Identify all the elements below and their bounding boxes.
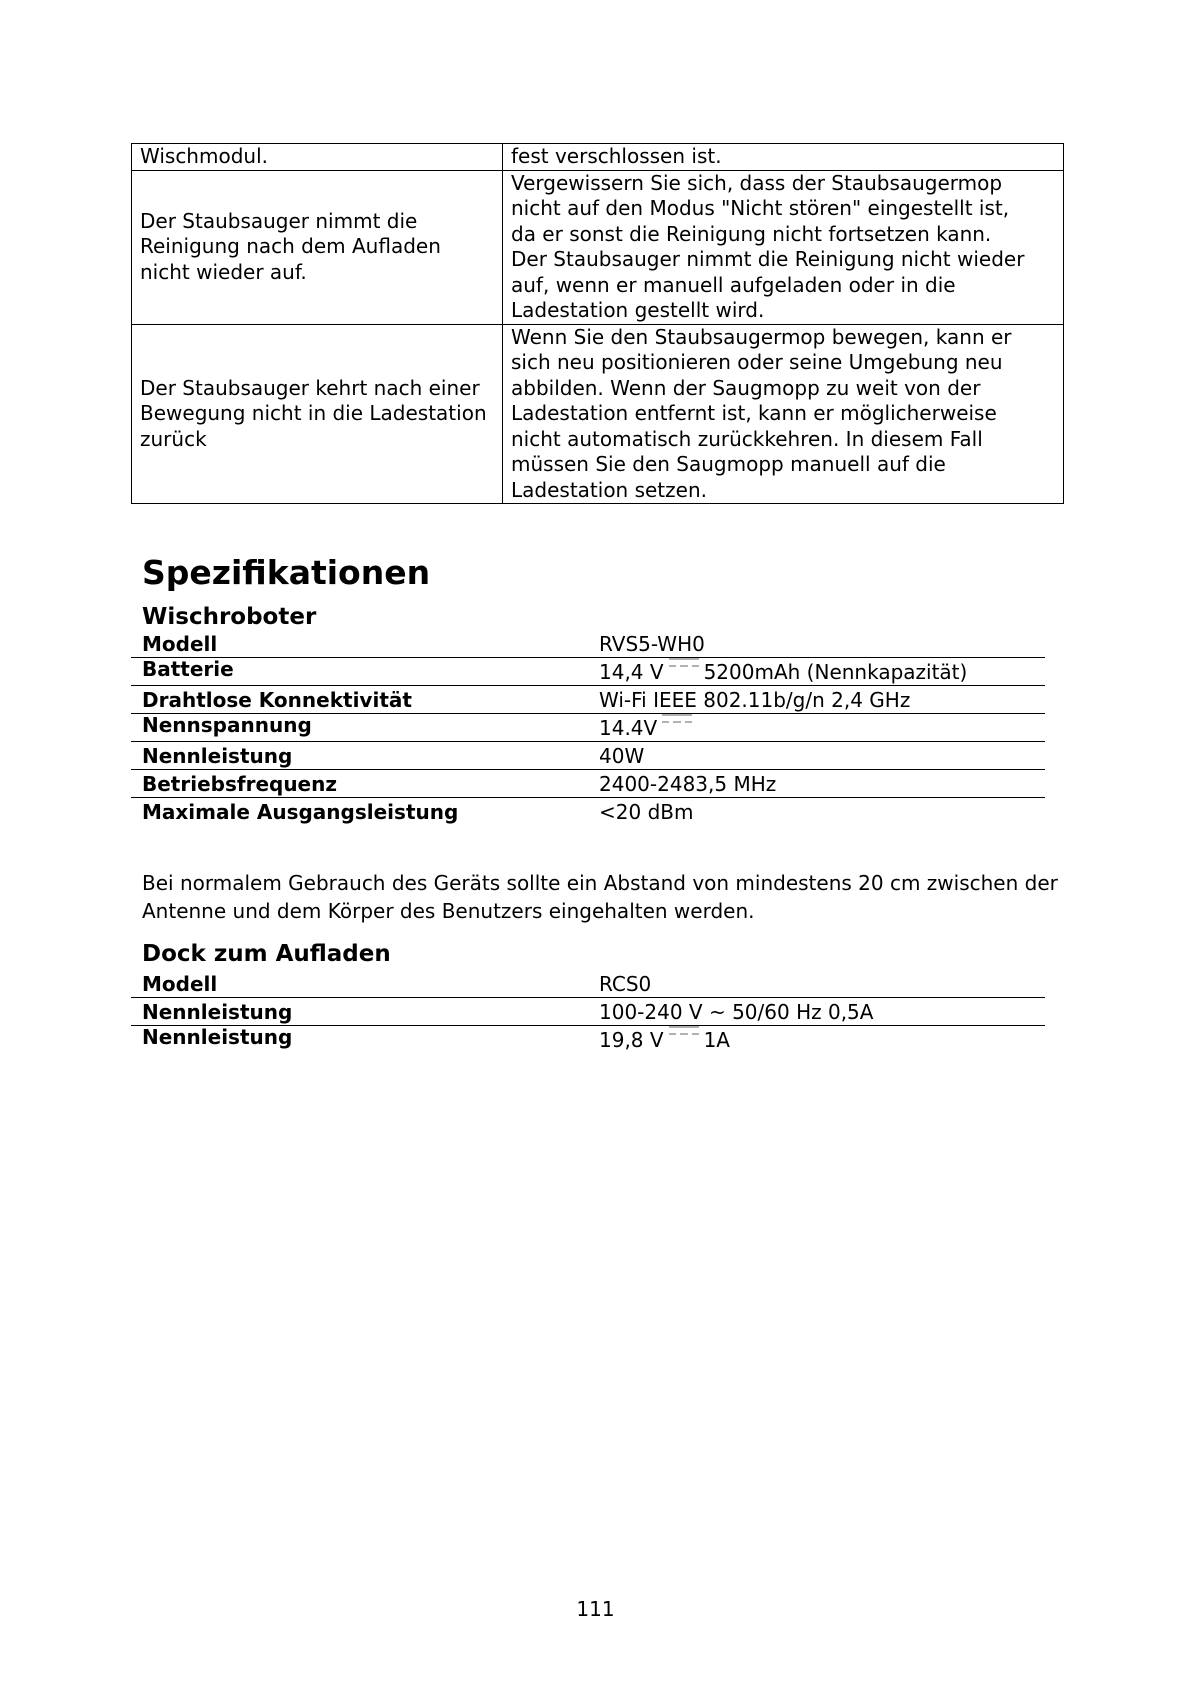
spec-label: Betriebsfrequenz — [142, 772, 337, 796]
spec-label: Nennleistung — [142, 1000, 293, 1024]
spec-row-output — [131, 798, 1045, 825]
issue-cell: Wischmodul. — [132, 144, 503, 171]
direct-current-icon — [661, 713, 693, 725]
spec-row-battery — [131, 658, 1045, 686]
issue-cell: Der Staubsauger kehrt nach einer Bewegung nicht in die Ladestation zurück — [132, 324, 503, 504]
robot-heading: Wischroboter — [142, 604, 317, 630]
table-row — [132, 324, 1064, 504]
spec-value: 100-240 V ~ 50/60 Hz 0,5A — [599, 1000, 874, 1024]
spec-value: 2400-2483,5 MHz — [599, 772, 777, 796]
battery-capacity: 5200mAh (Nennkapazität) — [703, 660, 968, 684]
spec-value — [599, 713, 697, 740]
direct-current-icon — [668, 1025, 700, 1037]
spec-label: Maximale Ausgangsleistung — [142, 800, 459, 824]
spec-label: Nennleistung — [142, 1025, 293, 1049]
safety-note: Bei normalem Gebrauch des Geräts sollte ein Abstand von mindestens 20 cm zwischen der Antenne und dem Körper des Benutzers eingehalten werden. — [142, 871, 1058, 923]
page-number: 111 — [576, 1597, 615, 1621]
output-current: 1A — [703, 1028, 730, 1052]
battery-voltage: 14,4 V — [599, 660, 664, 684]
robot-spec-table — [131, 630, 1045, 825]
solution-cell: Vergewissern Sie sich, dass der Staubsaugermop nicht auf den Modus "Nicht stören" eingestellt ist, da er sonst die Reinigung nicht fortsetzen kann. Der Staubsauger nimmt die Reinigung nicht wieder auf, wenn er manuell aufgeladen oder in die Ladestation gestellt wird. — [503, 170, 1064, 324]
spec-row-wireless — [131, 686, 1045, 714]
spec-value: RVS5-WH0 — [599, 632, 705, 656]
spec-row-frequency — [131, 770, 1045, 798]
section-title: Spezifikationen — [142, 553, 431, 592]
table-row — [132, 144, 1064, 171]
spec-row-voltage — [131, 714, 1045, 742]
spec-value: <20 dBm — [599, 800, 694, 824]
spec-label: Batterie — [142, 657, 234, 681]
dock-spec-table — [131, 970, 1045, 1053]
solution-cell: Wenn Sie den Staubsaugermop bewegen, kann er sich neu positionieren oder seine Umgebung neu abbilden. Wenn der Saugmopp zu weit von der Ladestation entfernt ist, kann er möglicherweise nicht automatisch zurückkehren. In diesem Fall müssen Sie den Saugmopp manuell auf die Ladestation setzen. — [503, 324, 1064, 504]
spec-label: Modell — [142, 972, 218, 996]
output-voltage: 19,8 V — [599, 1028, 664, 1052]
table-row — [132, 170, 1064, 324]
spec-row-input — [131, 998, 1045, 1026]
voltage-value: 14.4V — [599, 716, 658, 740]
spec-row-model — [131, 630, 1045, 658]
spec-value — [599, 657, 967, 684]
spec-row-power — [131, 742, 1045, 770]
spec-value — [599, 1025, 730, 1052]
spec-value: RCS0 — [599, 972, 652, 996]
spec-label: Drahtlose Konnektivität — [142, 688, 412, 712]
spec-label: Modell — [142, 632, 218, 656]
spec-row-output — [131, 1026, 1045, 1053]
spec-value: Wi-Fi IEEE 802.11b/g/n 2,4 GHz — [599, 688, 911, 712]
dock-heading: Dock zum Aufladen — [142, 941, 391, 967]
spec-label: Nennleistung — [142, 744, 293, 768]
troubleshooting-table — [131, 143, 1064, 504]
direct-current-icon — [668, 657, 700, 669]
solution-cell: fest verschlossen ist. — [503, 144, 1064, 171]
spec-label: Nennspannung — [142, 713, 312, 737]
spec-row-model — [131, 970, 1045, 998]
spec-value: 40W — [599, 744, 645, 768]
issue-cell: Der Staubsauger nimmt die Reinigung nach dem Aufladen nicht wieder auf. — [132, 170, 503, 324]
